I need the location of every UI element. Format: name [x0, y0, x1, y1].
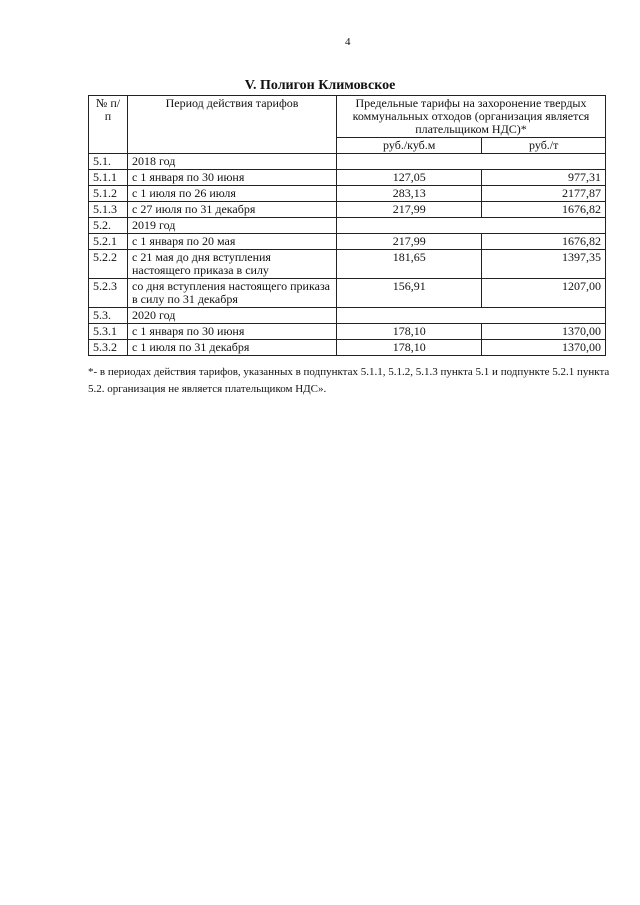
row-period: с 1 июля по 26 июля	[128, 186, 337, 202]
value-per-ton: 1676,82	[482, 202, 606, 218]
table-body	[89, 154, 606, 356]
header-tariffs: Предельные тарифы на захоронение твердых коммунальных отходов (организация является плательщиком НДС)*	[337, 96, 606, 138]
value-per-cubic-meter: 156,91	[337, 279, 482, 308]
row-empty-values	[337, 218, 606, 234]
table-group-row	[89, 308, 606, 324]
row-empty-values	[337, 154, 606, 170]
row-period: с 21 мая до дня вступления настоящего приказа в силу	[128, 250, 337, 279]
row-period: с 1 января по 30 июня	[128, 170, 337, 186]
table-row	[89, 279, 606, 308]
value-per-ton: 1207,00	[482, 279, 606, 308]
row-number: 5.3.	[89, 308, 128, 324]
value-per-cubic-meter: 127,05	[337, 170, 482, 186]
header-period: Период действия тарифов	[128, 96, 337, 154]
row-number: 5.2.3	[89, 279, 128, 308]
row-number: 5.3.2	[89, 340, 128, 356]
tariff-table	[88, 95, 606, 356]
header-unit-cubic-meter: руб./куб.м	[337, 138, 482, 154]
header-unit-ton: руб./т	[482, 138, 606, 154]
table-row	[89, 234, 606, 250]
value-per-cubic-meter: 217,99	[337, 234, 482, 250]
table-group-row	[89, 218, 606, 234]
value-per-ton: 1370,00	[482, 324, 606, 340]
page-number: 4	[345, 36, 351, 48]
row-period: 2018 год	[128, 154, 337, 170]
value-per-ton: 1397,35	[482, 250, 606, 279]
row-number: 5.2.1	[89, 234, 128, 250]
value-per-cubic-meter: 178,10	[337, 324, 482, 340]
footnote: *- в периодах действия тарифов, указанных в подпунктах 5.1.1, 5.1.2, 5.1.3 пункта 5.1 и подпункте 5.2.1 пункта 5.2. организация не является плательщиком НДС».	[88, 366, 610, 395]
row-number: 5.1.3	[89, 202, 128, 218]
value-per-cubic-meter: 217,99	[337, 202, 482, 218]
table-row	[89, 186, 606, 202]
table-row	[89, 250, 606, 279]
value-per-ton: 977,31	[482, 170, 606, 186]
row-period: с 1 июля по 31 декабря	[128, 340, 337, 356]
table-row	[89, 202, 606, 218]
section-title: V. Полигон Климовское	[244, 78, 396, 93]
table-row	[89, 340, 606, 356]
row-number: 5.3.1	[89, 324, 128, 340]
value-per-cubic-meter: 181,65	[337, 250, 482, 279]
row-empty-values	[337, 308, 606, 324]
value-per-ton: 1676,82	[482, 234, 606, 250]
row-number: 5.1.	[89, 154, 128, 170]
table-row	[89, 170, 606, 186]
row-period: с 1 января по 20 мая	[128, 234, 337, 250]
row-period: 2020 год	[128, 308, 337, 324]
row-period: с 1 января по 30 июня	[128, 324, 337, 340]
row-period: с 27 июля по 31 декабря	[128, 202, 337, 218]
value-per-cubic-meter: 283,13	[337, 186, 482, 202]
row-number: 5.2.	[89, 218, 128, 234]
table-row	[89, 324, 606, 340]
row-number: 5.2.2	[89, 250, 128, 279]
header-number: № п/п	[89, 96, 128, 154]
value-per-ton: 2177,87	[482, 186, 606, 202]
row-number: 5.1.1	[89, 170, 128, 186]
value-per-cubic-meter: 178,10	[337, 340, 482, 356]
value-per-ton: 1370,00	[482, 340, 606, 356]
row-number: 5.1.2	[89, 186, 128, 202]
table-group-row	[89, 154, 606, 170]
row-period: 2019 год	[128, 218, 337, 234]
row-period: со дня вступления настоящего приказа в силу по 31 декабря	[128, 279, 337, 308]
